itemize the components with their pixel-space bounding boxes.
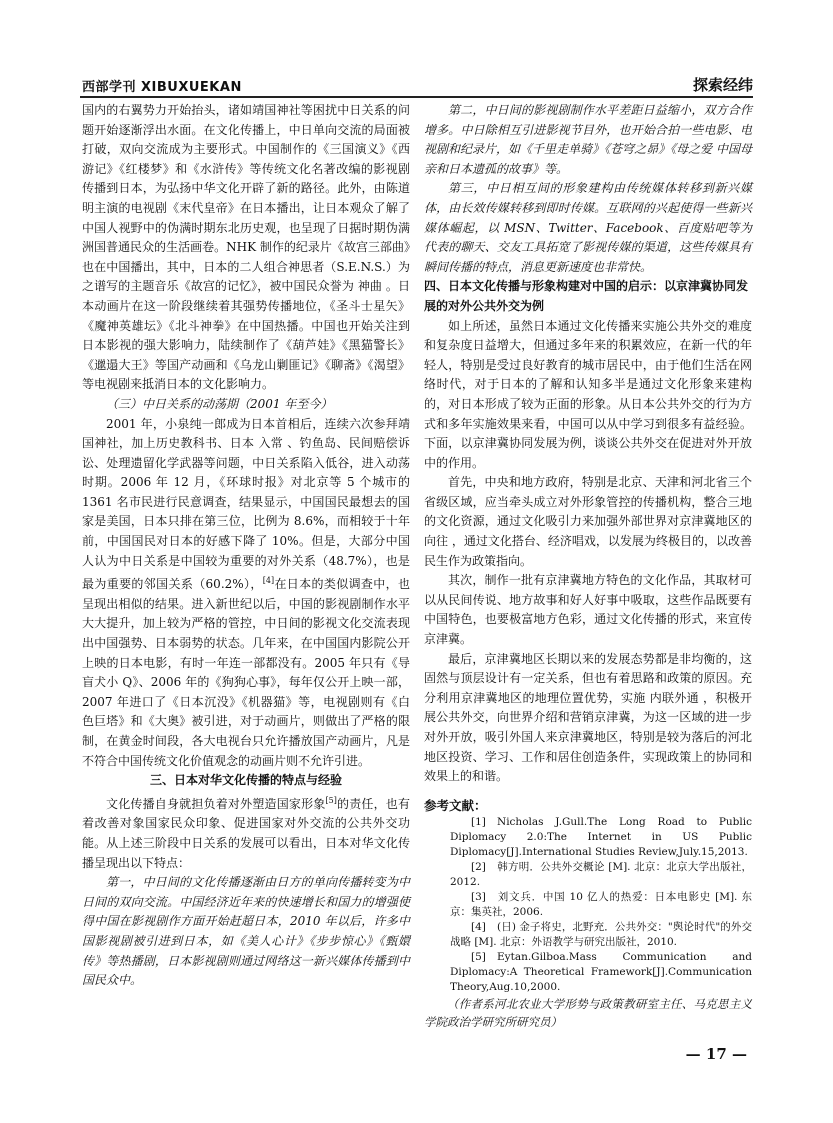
paragraph: 其次，制作一批有京津冀地方特色的文化作品，其取材可以从民间传说、地方故事和好人好事中吸取，这些作品既要有中国特色，也要极富地方色彩，通过文化传播的形式，来宣传京津冀。 — [424, 573, 752, 647]
paragraph — [82, 415, 410, 772]
reference-number: [1] — [471, 815, 486, 828]
reference-text: 韩方明．公共外交概论 [M]. 北京：北京大学出版社，2012. — [450, 860, 752, 888]
reference-text: Nicholas J.Gull.The Long Road to Public Diplomacy 2.0:The Internet in US Public Diplomacy[J].International Studies Review,July.15,2013. — [450, 815, 752, 858]
section-title: 探索经纬 — [692, 76, 753, 94]
reference-text: (日) 金子将史，北野充．公共外交："舆论时代"的外交战略 [M]. 北京：外语教学与研究出版社，2010. — [450, 920, 752, 948]
text: 文化传播自身就担负着对外塑造国家形象 — [106, 796, 326, 811]
reference-item — [424, 815, 752, 860]
header-rule — [80, 96, 753, 98]
reference-item — [424, 920, 752, 950]
references-title: 参考文献： — [424, 797, 487, 813]
reference-item — [424, 860, 752, 890]
reference-item — [424, 890, 752, 920]
subheading: （三）中日关系的动荡期（2001 年至今） — [106, 396, 333, 411]
citation: [5] — [325, 795, 337, 805]
paragraph: 第二，中日间的影视剧制作水平差距日益缩小，双方合作增多。中日除相互引进影视节目外，也开始合拍一些电影、电视剧和纪录片，如《千里走单骑》《苍穹之昴》《母之爱 中国母亲和日本遗孤的故事》等。 — [424, 103, 752, 176]
reference-item — [424, 950, 752, 995]
reference-number: [5] — [471, 950, 486, 963]
journal-name: 西部学刊 XIBUXUEKAN — [82, 80, 242, 95]
paragraph: 首先，中央和地方政府，特别是北京、天津和河北省三个省级区域，应当牵头成立对外形象管控的传播机构，整合三地的文化资源，通过文化吸引力来加强外部世界对京津冀地区的 向往 ，通过文化搭台、经济唱戏，以发展为终极目的，以改善民生作为政策指向。 — [424, 475, 752, 568]
section-heading: 四、日本文化传播与形象构建对中国的启示：以京津冀协同发展的对外公共外交为例 — [424, 279, 749, 313]
section-heading: 三、日本对华文化传播的特点与经验 — [149, 773, 342, 788]
reference-text: Eytan.Gilboa.Mass Communication and Diplomacy:A Theoretical Framework[J].Communication Theory,Aug.10,2000. — [450, 950, 752, 993]
citation: [4] — [262, 576, 275, 586]
paragraph: 第三，中日相互间的形象建构由传统媒体转移到新兴媒体，由长效传媒转移到即时传媒。互联网的兴起使得一些新兴媒体崛起，以 MSN、Twitter、Facebook、百度贴吧等为代表的聊天、交友工具拓宽了影视传媒的渠道，这些传媒具有瞬间传播的特点，消息更新速度也非常快。 — [424, 181, 752, 274]
reference-text: 刘文兵．中国 10 亿人的热爱：日本电影史 [M]. 东京：集英社，2006. — [450, 890, 752, 918]
right-column — [424, 101, 752, 1031]
page-number: — 17 — — [685, 1045, 747, 1063]
author-note: （作者系河北农业大学形势与政策教研室主任、马克思主义学院政治学研究所研究员） — [424, 996, 752, 1029]
text: 在日本的类似调查中，也呈现出相似的结果。进入新世纪以后，中国的影视剧制作水平大大提升，加上较为严格的管控，中日间的影视文化交流表现出中国强势、日本弱势的状态。几年来，在中国国内影院公开上映的日本电影，有时一年连一部都没有。2005 年只有《导盲犬小 Q》、2006 年的《狗狗心事》，每年仅公开上映一部，2007 年进口了《日本沉没》《机器猫》等，电视剧则有《白色巨塔》和《大奥》被引进，对于动画片，则做出了严格的限制，在黄金时间段，各大电视台只允许播放国产动画片，凡是不符合中国传统文化价值观念的动画片则不允许引进。 — [82, 577, 410, 768]
paragraph: 国内的右翼势力开始抬头，诸如靖国神社等困扰中日关系的问题开始逐渐浮出水面。在文化传播上，中日单向交流的局面被打破，双向交流成为主要形式。中国制作的《三国演义》《西游记》《红楼梦》和《水浒传》等传统文化名著改编的影视剧传播到日本，为弘扬中华文化开辟了新的路径。此外，由陈道明主演的电视剧《末代皇帝》在日本播出，让日本观众了解了中国人视野中的伪满时期东北历史观，也呈现了日据时期伪满洲国普通民众的生活画卷。NHK 制作的纪录片《故宫三部曲》也在中国播出，其中，日本的二人组合神思者（S.E.N.S.）为之谱写的主题音乐《故宫的记忆》，被中国民众誉为 神曲 。日本动画片在这一阶段继续着其强势传播地位，《圣斗士星矢》《魔神英雄坛》《北斗神拳》在中国热播。中国也开始关注到日本影视的强大影响力，陆续制作了《葫芦娃》《黑猫警长》《邋遢大王》等国产动画和《乌龙山剿匪记》《聊斋》《渴望》等电视剧来抵消日本的文化影响力。 — [82, 103, 410, 392]
paragraph — [82, 791, 410, 873]
reference-number: [2] — [471, 860, 486, 873]
text: 2001 年，小泉纯一郎成为日本首相后，连续六次参拜靖国神社，加上历史教科书、日本 入常 、钓鱼岛、民间赔偿诉讼、处理遗留化学武器等问题，中日关系陷入低谷，进入动荡时期。2006 年 12 月，《环球时报》对北京等 5 个城市的 1361 名市民进行民意调查，结果显示，中国国民最想去的国家是美国，日本只排在第三位，比例为 8.6%，而相较于十年前，中国国民对日本的好感下降了 10%。但是，大部分中国人认为中日关系是中国较为重要的对外关系（48.7%），也是最为重要的邻国关系（60.2%）， — [82, 416, 410, 592]
paragraph: 如上所述，虽然日本通过文化传播来实施公共外交的难度和复杂度日益增大，但通过多年来的积累效应，在新一代的年轻人，特别是受过良好教育的城市居民中，由于他们生活在网络时代，对于日本的了解和认知多半是通过文化形象来建构的，对日本形成了较为正面的形象。从日本公共外交的行为方式和多年实施效果来看，中国可以从中学习到很多有益经验。下面，以京津冀协同发展为例，谈谈公共外交在促进对外开放中的作用。 — [424, 318, 752, 470]
paragraph: 第一，中日间的文化传播逐渐由日方的单向传播转变为中日间的双向交流。中国经济近年来的快速增长和国力的增强使得中国在影视剧作方面开始赶超日本，2010 年以后，许多中国影视剧被引进到日本，如《美人心计》《步步惊心》《甄嬛传》等热播剧，日本影视剧则通过网络这一新兴媒体传播到中国民众中。 — [82, 875, 410, 988]
reference-number: [4] — [471, 920, 486, 933]
paragraph: 最后，京津冀地区长期以来的发展态势都是非均衡的，这固然与顶层设计有一定关系，但也有着思路和政策的原因。充分利用京津冀地区的地理位置优势，实施 内联外通 ，积极开展公共外交，向世界介绍和营销京津冀，为这一区域的进一步对外开放，吸引外国人来京津冀地区，特别是较为落后的河北地区投资、学习、工作和居住创造条件，实现政策上的协同和效果上的和谐。 — [424, 651, 752, 784]
reference-number: [3] — [471, 890, 486, 903]
text: 的责任，也有着改善对象国家民众印象、促进国家对外交流的公共外交功能。从上述三阶段中日关系的发展可以看出，日本对华文化传播呈现出以下特点： — [82, 796, 410, 870]
left-column — [82, 101, 410, 991]
